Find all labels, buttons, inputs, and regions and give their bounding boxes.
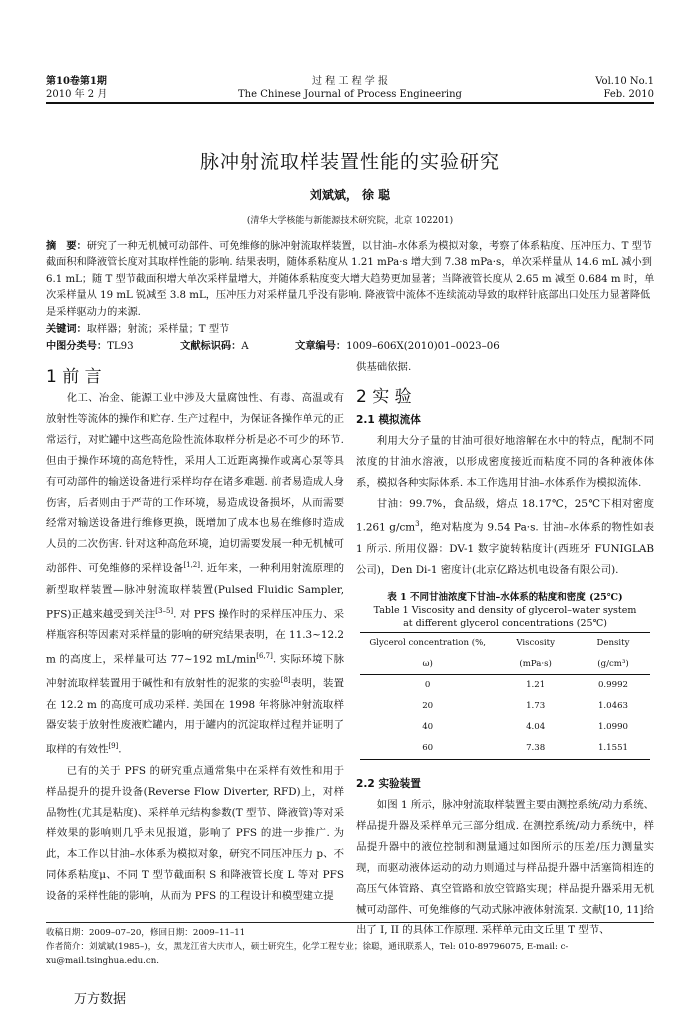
table-1-caption-cn: 表 1 不同甘油浓度下甘油–水体系的粘度和密度 (25℃) — [387, 591, 623, 603]
table-1-caption-en: Table 1 Viscosity and density of glycerol–water system — [373, 604, 637, 616]
table-cell: 1.73 — [526, 701, 546, 712]
doc-code: A — [241, 341, 249, 353]
citation: [8] — [280, 676, 291, 685]
table-cell: 7.38 — [495, 738, 576, 759]
table-header-cell: Glycerol concentration (%, ω) — [360, 632, 495, 675]
table-1-caption-en-2: at different glycerol concentrations (25℃) — [403, 617, 607, 629]
paper-authors: 刘斌斌， 徐 聪 — [309, 188, 391, 202]
abstract-block — [46, 238, 656, 356]
keywords-label: 关键词： — [46, 323, 87, 336]
table-cell: 1.0990 — [597, 722, 629, 733]
header-volume: 第10卷第1期 — [46, 76, 107, 87]
article-no-label: 文章编号： — [295, 340, 347, 353]
intro-paragraph-1: 化工、冶金、能源工业中涉及大量腐蚀性、有毒、高温或有放射性等流体的操作和贮存. 生产过程中，为保证各操作单元的正常运行，对贮罐中这些高危险性流体取样分析是必不可少的环节. 但由于操作环境的高危特性，采用人工近距离操作或离心泵等具有可动部件的输送设备进行采样均存在诸多难题. 前者易造成人身伤害，后者则由于严苛的工作环境，易造成设备损坏，从而需要经常对输送设备进行维修更换，既增加了成本也易在维修时造成人员的二次伤害. 针对这种高危环境，迫切需要发展一种无机械可动部件、可免维修的采样设备[1,2]. 近年来，一种利用射流原理的新型取样装置—脉冲射流取样装置(Pulsed Fluidic Sampler, PFS)正越来越受到关注[3–5]. 对 PFS 操作时的采样压冲压力、采样瓶容积等因素对采样量的影响的研究结果表明，在 11.3~12.2 m 的高度上，采样量可达 77~192 mL/min[6,7]. 实际环境下脉冲射流取样装置用于碱性和有放射性的泥浆的实验[8]表明，装置在 12.2 m 的高度可成功采样. 美国在 1998 年将脉冲射流取样器安装于放射性废液贮罐内，用于罐内的沉淀取样过程并证明了取样的有效性[9]. — [46, 392, 345, 756]
intro-paragraph-2: 已有的关于 PFS 的研究重点通常集中在采样有效性和用于样品提升的提升设备(Reverse Flow Diverter, RFD)上，对样品物性(尤其是粘度)、采样单元结构参数(T 型节、降液管)等对采样效果的影响则几乎未见报道，影响了 PFS 的进一步推广. 为此，本工作以甘油–水体系为模拟对象，研究不同压冲压力 p、不同体系粘度μ、不同 T 型节截面积 S 和降液管长度 L 等对 PFS 设备的采样性能的影响，从而为 PFS 的工程设计和模型建立提 — [46, 764, 344, 903]
table-cell: 1.21 — [526, 680, 546, 691]
footnote-received: 收稿日期：2009–07–20，修回日期：2009–11–11 — [46, 928, 246, 938]
table-header-cell: Density (g/cm³) — [576, 632, 650, 675]
watermark-text: 万方数据 — [74, 992, 127, 1007]
section-1-heading: 1 前 言 — [46, 367, 102, 387]
citation: [1,2] — [183, 561, 200, 570]
paper-affiliation: (清华大学核能与新能源技术研究院，北京 102201) — [246, 216, 454, 226]
table-row — [360, 675, 650, 696]
table-cell: 1.0463 — [597, 701, 629, 712]
footnote-block — [46, 926, 654, 968]
doc-code-label: 文献标识码： — [180, 340, 242, 353]
footer-rule — [46, 922, 654, 923]
table-1-grid — [360, 632, 650, 760]
table-header-cell: Viscosity (mPa·s) — [495, 632, 576, 675]
header-rule — [46, 102, 654, 104]
table-cell: 0.9992 — [597, 680, 629, 691]
apparatus-paragraph: 如图 1 所示，脉冲射流取样装置主要由测控系统/动力系统、样品提升器及采样单元三部分组成. 在测控系统/动力系统中，样品提升器中的液位控制和测量通过如图所示的压差/压力测量实现，而驱动液体运动的动力则通过与样品提升器中活塞筒相连的高压气体管路、真空管路和放空管路实现；样品提升器采用无机械可动部件、可免维修的气动式脉冲液体射流泵. 文献[10, 11]给出了 I, II 的具体工作原理. 采样单元由文丘里 T 型节、 — [356, 798, 654, 937]
abstract-text: 研究了一种无机械可动部件、可免维修的脉冲射流取样装置，以甘油–水体系为模拟对象，考察了体系粘度、压冲压力、T 型节截面积和降液管长度对其取样性能的影响. 结果表明，随体系粘度从 1.21 mPa·s 增大到 7.38 mPa·s，单次采样量从 14.6 mL 减小到 6.1 mL；随 T 型节截面积增大单次采样量增大，并随体系粘度变大增大趋势更加显著；当降液管长度从 2.65 m 减至 0.684 m 时，单次采样量从 19 mL 锐减至 3.8 mL，压冲压力对采样量几乎没有影响. 降液管中流体不连续流动导致的取样针底部出口处压力显著降低是采样驱动力的来源. — [46, 241, 655, 318]
footnote-author-bio: 作者简介：刘斌斌(1985–)，女，黑龙江省大庆市人，硕士研究生，化学工程专业；徐聪，通讯联系人，Tel: 010-89796075, E-mail: c-xu@mail.tsinghua.edu.cn. — [46, 942, 569, 966]
article-no: 1009–606X(2010)01–0023–06 — [346, 341, 500, 353]
table-cell: 60 — [360, 738, 495, 759]
table-row — [360, 717, 650, 738]
section-2-heading: 2 实 验 — [356, 386, 412, 407]
left-column — [46, 388, 344, 907]
clc-label: 中图分类号： — [46, 340, 108, 353]
subsection-2-1-heading: 2.1 模拟流体 — [356, 413, 421, 426]
header-journal-cn: 过 程 工 程 学 报 — [312, 76, 388, 87]
header-date: 2010 年 2 月 — [46, 89, 108, 100]
header-vol — [595, 75, 654, 101]
abstract-label: 摘 要： — [46, 240, 87, 252]
citation: [6,7] — [256, 651, 273, 660]
keywords: 取样器；射流；采样量；T 型节 — [86, 324, 230, 336]
table-cell: 40 — [422, 722, 434, 733]
table-cell: 0 — [424, 680, 431, 691]
table-cell: 4.04 — [526, 722, 546, 733]
fluid-paragraph-1: 利用大分子量的甘油可很好地溶解在水中的特点，配制不同浓度的甘油水溶液，以形成密度接近而粘度不同的各种液体体系，模拟各种实际体系. 本工作选用甘油–水体系作为模拟流体. — [356, 434, 654, 489]
table-header-row — [360, 632, 650, 675]
subsection-2-2-heading: 2.2 实验装置 — [356, 778, 421, 791]
table-cell: 20 — [422, 701, 434, 712]
intro-continuation: 供基础依据. — [356, 361, 412, 373]
table-cell: 1.1551 — [576, 738, 650, 759]
header-vol-date: Feb. 2010 — [603, 89, 654, 100]
citation: [9] — [108, 742, 119, 751]
header-journal-en: The Chinese Journal of Process Engineering — [238, 89, 462, 100]
header-vol-no: Vol.10 No.1 — [595, 76, 654, 87]
citation: [3–5] — [155, 606, 174, 615]
table-row — [360, 696, 650, 717]
clc-code: TL93 — [107, 341, 134, 353]
right-column — [356, 357, 654, 941]
fluid-paragraph-2: 甘油：99.7%，食品级，熔点 18.17℃，25℃下相对密度 1.261 $g/cm^3$，绝对粘度为 9.54 Pa·s. 甘油–水体系的物性如表 1 所示. 所用仪器：DV-1 数字旋转粘度计(西班牙 FUNIGLAB 公司)，Den Di-1 密度计(北京亿路达机电设备有限公司). — [356, 497, 654, 576]
paper-title: 脉冲射流取样装置性能的实验研究 — [199, 151, 500, 173]
table-row — [360, 738, 650, 759]
table-1 — [356, 591, 654, 760]
